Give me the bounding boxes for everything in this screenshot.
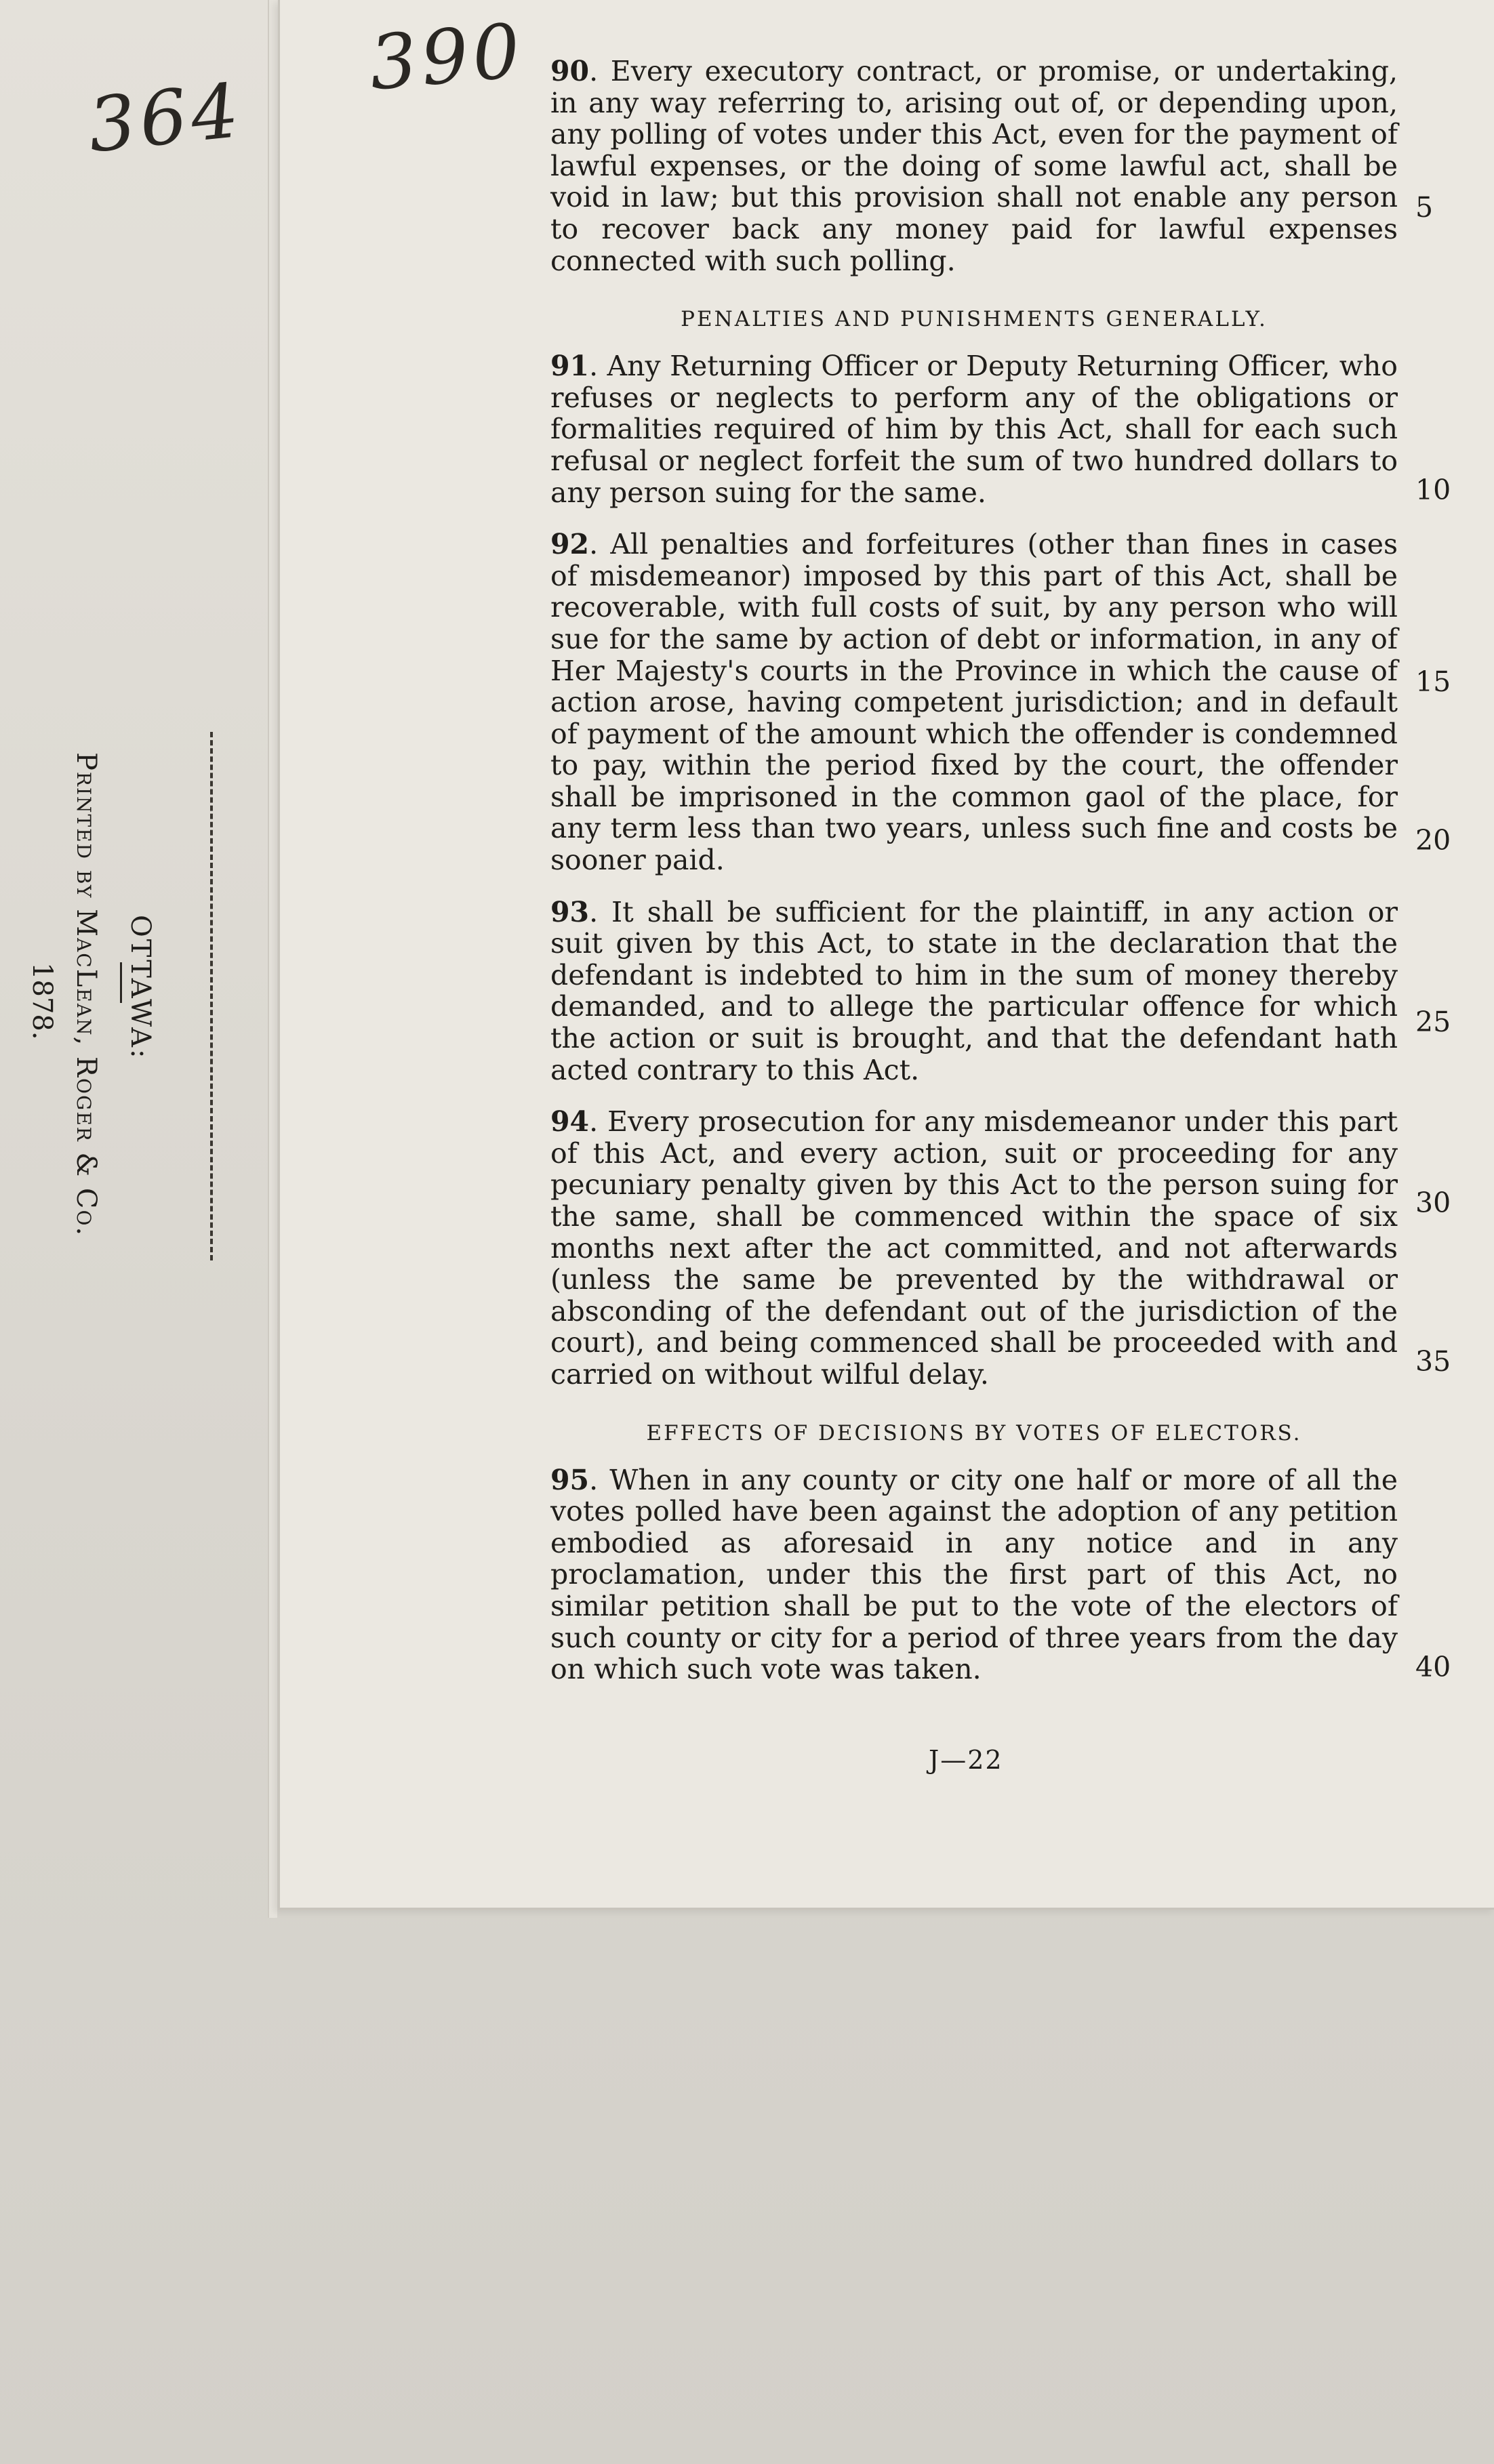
section-text: . When in any county or city one half or more of all the votes polled have been against the adoption of any petition embodied as aforesaid in any notice and in any proclamation, under this the first part of this Act, no similar petition shall be put to the vote of the electors of such county or city for a period of three years from the day on which such vote was taken. bbox=[550, 1463, 1398, 1686]
section-number: 93 bbox=[550, 895, 590, 928]
section-heading: PENALTIES AND PUNISHMENTS GENERALLY. bbox=[681, 307, 1268, 332]
line-number: 5 bbox=[1415, 191, 1434, 224]
section-90 bbox=[550, 56, 1398, 276]
line-number: 25 bbox=[1415, 1006, 1451, 1038]
section-number: 91 bbox=[550, 350, 590, 383]
line-number: 20 bbox=[1415, 824, 1451, 857]
section-91 bbox=[550, 350, 1398, 508]
section-number: 94 bbox=[550, 1105, 590, 1138]
handwritten-folio-old: 364 bbox=[83, 66, 247, 169]
section-text: . Any Returning Officer or Deputy Returning Officer, who refuses or neglects to perform any of the obligations or formalities required of him by this Act, shall for each such refusal or neglect forfeit the sum of two hundred dollars to any person suing for the same. bbox=[550, 350, 1398, 509]
section-number: 92 bbox=[550, 528, 590, 561]
section-95 bbox=[550, 1464, 1398, 1685]
handwritten-folio-new: 390 bbox=[365, 7, 528, 107]
imprint-city: OTTAWA: bbox=[125, 915, 156, 1061]
line-number: 30 bbox=[1415, 1187, 1451, 1219]
section-number: 90 bbox=[550, 55, 590, 87]
section-text: . It shall be sufficient for the plaintiff, in any action or suit given by this Act, to state in the declaration that the defendant is indebted to him in the sum of money thereby demanded, and to allege the particular offence for which the action or suit is brought, and that the defendant hath acted contrary to this Act. bbox=[550, 895, 1398, 1086]
section-93 bbox=[550, 897, 1398, 1086]
line-number: 35 bbox=[1415, 1345, 1451, 1378]
section-text: . All penalties and forfeitures (other than fines in cases of misdemeanor) imposed by this part of this Act, shall be recoverable, with full costs of suit, by any person who will sue for the same by action of debt or information, in any of Her Majesty's courts in the Province in which the cause of action arose, having competent jurisdiction; and in default of payment of the amount which the offender is condemned to pay, within the period fixed by the court, the offender shall be imprisoned in the common gaol of the place, for any term less than two years, unless such fine and costs be sooner paid. bbox=[550, 528, 1398, 877]
page-edge bbox=[268, 0, 277, 1918]
section-text: . Every prosecution for any misdemeanor under this part of this Act, and every action, suit or proceeding for any pecuniary penalty given by this Act to the person suing for the same, shall be commenced within the space of six months next after the act committed, and not afterwards (unless the same be prevented by the withdrawal or absconding of the defendant out of the jurisdiction of the court), and being commenced shall be proceeded with and carried on without wilful delay. bbox=[550, 1105, 1398, 1391]
section-94 bbox=[550, 1106, 1398, 1390]
section-number: 95 bbox=[550, 1463, 590, 1496]
imprint-year: 1878. bbox=[26, 962, 58, 1040]
printer-imprint bbox=[26, 732, 217, 1274]
imprint-rule bbox=[120, 962, 122, 1003]
section-heading: EFFECTS OF DECISIONS BY VOTES OF ELECTORS. bbox=[646, 1420, 1302, 1445]
line-number: 10 bbox=[1415, 474, 1451, 506]
section-text: . Every executory contract, or promise, or undertaking, in any way referring to, arising out of, or depending upon, any polling of votes under this Act, even for the payment of lawful expenses, or the doing of some lawful act, shall be void in law; but this provision shall not enable any person to recover back any money paid for lawful expenses connected with such polling. bbox=[550, 55, 1398, 277]
imprint-dashed-rule bbox=[210, 732, 213, 1260]
signature-mark: J—22 bbox=[929, 1745, 1003, 1775]
imprint-printer: Printed by MacLean, Roger & Co. bbox=[70, 752, 102, 1237]
section-92 bbox=[550, 529, 1398, 876]
line-number: 40 bbox=[1415, 1651, 1451, 1683]
line-number: 15 bbox=[1415, 665, 1451, 698]
document-body bbox=[550, 56, 1398, 1685]
